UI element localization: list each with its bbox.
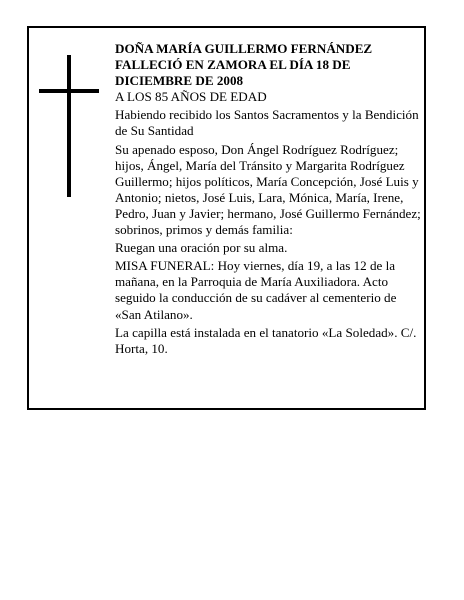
sacraments-paragraph: Habiendo recibido los Santos Sacramentos y la Bendición de Su Santidad <box>115 107 419 139</box>
chapel-paragraph: La capilla está instalada en el tanatorio «La Soledad». C/. Horta, 10. <box>115 324 417 356</box>
cross-vertical-bar <box>67 55 71 197</box>
death-place-line: FALLECIÓ EN ZAMORA EL DÍA 18 DE <box>115 57 351 73</box>
cross-horizontal-bar <box>39 89 99 93</box>
deceased-name-line: DOÑA MARÍA GUILLERMO FERNÁNDEZ <box>115 41 373 56</box>
latin-cross-icon <box>39 55 99 197</box>
age-line: A LOS 85 AÑOS DE EDAD <box>115 89 267 105</box>
notice-text <box>115 41 423 359</box>
obituary-notice <box>27 26 426 410</box>
family-paragraph: Su apenado esposo, Don Ángel Rodríguez Rodríguez; hijos, Ángel, María del Tránsito y Margarita Rodríguez Guillermo; hijos políticos, María Concepción, José Luis y Antonio; nietos, José Luis, Lara, Mónica, María, Irene, Pedro, Juan y Javier; hermano, José Guillermo Fernández; sobrinos, primos y demás familia: <box>115 141 421 238</box>
death-date-line: DICIEMBRE DE 2008 <box>115 73 244 89</box>
prayer-line: Ruegan una oración por su alma. <box>115 240 288 256</box>
funeral-mass-paragraph: MISA FUNERAL: Hoy viernes, día 19, a las 12 de la mañana, en la Parroquia de María Auxiliadora. Acto seguido la conducción de su cadáver al cementerio de «San Atilano». <box>115 258 397 322</box>
